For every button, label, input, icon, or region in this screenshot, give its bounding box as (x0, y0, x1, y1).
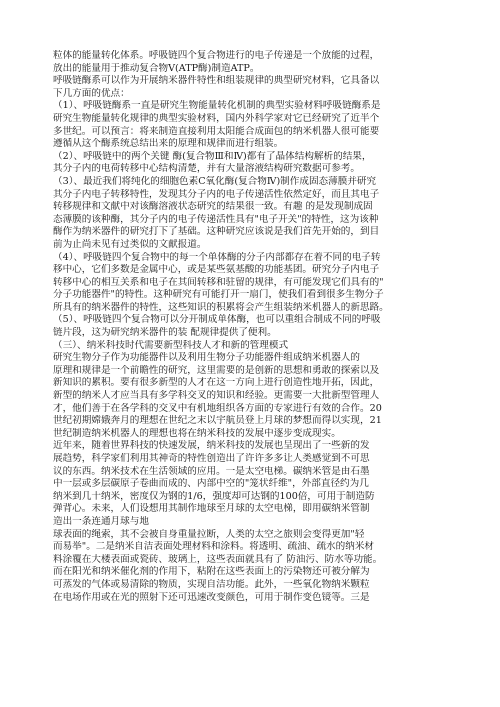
text-line: 纳米到几十纳米，密度仅为钢的1/6，强度却可达钢的100倍，可用于制造防 (53, 490, 375, 502)
text-line: （4）、呼吸链四个复合物中的每一个单体酶的分子内部都存在着不同的电子转 (53, 251, 381, 263)
text-line: 造出一条连通月球与地 (53, 515, 149, 527)
text-line: （5）、呼吸链四个复合物可以分开制成单体酶，也可以重组合制成不同的呼吸 (53, 314, 381, 326)
text-line: 料涂覆在大楼表面或瓷砖、玻璃上，这些表面就具有了 防油污、防水等功能。 (53, 553, 383, 565)
text-line: 前为止尚未见有过类似的文献报道。 (53, 238, 207, 250)
text-line: 转移规律和文献中对该酶溶液状态研究的结果很一致。有趣 的是发现制成固 (53, 201, 373, 213)
text-line: 粒体的能量转化体系。呼吸链四个复合物进行的电子传递是一个放能的过程， (53, 50, 380, 61)
text-line: 新型的纳米人才应当具有多学科交叉的知识和经验。更需要一大批新型管理人 (53, 390, 380, 402)
text-line: 放出的能量用于推动复合物Ⅴ(ATP酶)制造ATP。 (53, 62, 260, 74)
text-line: 才，他们善于在各学科的交叉中有机地组织各方面的专家进行有效的合作。20 (53, 402, 382, 414)
text-line: 其分子内的电荷转移中心结构清楚，并有大量溶液结构研究数据可参考。 (53, 163, 360, 175)
text-line: 转移中心的相互关系和电子在其间转移和驻留的规律，有可能发现它们具有的" (53, 276, 384, 288)
text-line: 原理和规律是一个前瞻性的研究，这里需要的是创新的思想和勇敢的探索以及 (53, 364, 380, 376)
text-line: 呼吸链酶系可以作为开展纳米器件特性和组装规律的典型研究材料，它具备以 (53, 75, 380, 87)
text-line: 而易举"。二是纳米自洁表面处理材料和涂料。将透明、疏油、疏水的纳米材 (53, 541, 375, 553)
text-line: 遵循从这个酶系统总结出来的原理和规律而进行组装。 (53, 138, 284, 150)
text-line: 可蒸发的气体或易清除的物质，实现自洁功能。此外，一些氧化物纳米颗粒 (53, 578, 370, 590)
text-line: 分子功能器件"的特性。这种研究有可能打开一扇门，使我们看到很多生物分子 (53, 289, 384, 301)
text-line: 酶作为纳米器件的研究打下了基础。这种研究应该说是我们首先开始的，到目 (53, 226, 380, 238)
text-line: 新知识的累积。要有很多新型的人才在这一方向上进行创造性地开拓，因此， (53, 377, 380, 389)
text-line: 世纪制造纳米机器人的理想也将在纳米科技的发展中逐步变成现实。 (53, 427, 341, 439)
text-line: 展趋势，科学家们利用其神奇的特性创造出了许许多多让人类感觉到不可思 (53, 453, 370, 464)
text-line: 所具有的纳米器件的特性，这些知识的积累将会产生组装纳米机器人的新思路。 (53, 301, 389, 313)
text-line: （1）、呼吸链酶系一直是研究生物能量转化机制的典型实验材料呼吸链酶系是 (53, 100, 381, 112)
text-line: 议的东西。纳米技术在生活领域的应用。一是太空电梯。碳纳米管是由石墨 (53, 465, 370, 477)
text-line: 弹背心。未来，人们设想用其制作地球至月球的太空电梯，即用碳纳米管制 (53, 503, 370, 515)
text-line: 在电场作用或在光的照射下还可迅速改变颜色，可用于制作变色镜等。三是 (53, 591, 370, 603)
text-line: 而在阳光和纳米催化剂的作用下，粘附在这些表面上的污染物还可被分解为 (53, 566, 370, 578)
text-line: 研究生物分子作为功能器件以及利用生物分子功能器件组成纳米机器人的 (53, 352, 360, 364)
text-line: 研究生物能量转化规律的典型实验材料，国内外科学家对它已经研究了近半个 (53, 112, 380, 124)
text-line: 移中心，它们多数是金属中心，或是某些氨基酸的功能基团。研究分子内电子 (53, 264, 380, 276)
text-line: （2）、呼吸链中的两个关键 酶(复合物Ⅲ和Ⅳ)都有了晶体结构解析的结果， (53, 150, 372, 162)
text-line: 下几方面的优点： (53, 87, 130, 99)
text-line: 世纪初期嫦娥奔月的理想在世纪之末以宇航员登上月球的梦想而得以实现，21 (53, 415, 382, 427)
text-line: （3）、最近我们将纯化的细胞色素C氧化酶(复合物Ⅳ)制作成固态薄膜并研究 (53, 175, 377, 187)
text-line: 其分子内电子转移特性，发现其分子内的电子传递活性依然定好，而且其电子 (53, 188, 380, 200)
text-line: 球表面的绳索，其不会被自身重量拉断，人类的太空之旅则会变得更加"轻 (53, 528, 365, 540)
text-line: 近年来，随着世界科技的快速发展，纳米科技的发展也呈现出了一些新的发 (53, 440, 370, 452)
text-line: 中一层或多层碳原子卷曲而成的、内部中空的"笼状纤维"，外部直径约为几 (53, 478, 369, 490)
text-line: 态薄膜的该种酶，其分子内的电子传递活性具有"电子开关"的特性，这为该种 (53, 213, 379, 225)
text-line: 链片段，这为研究纳米器件的装 配规律提供了便利。 (53, 327, 277, 339)
text-line: （三）、纳米科技时代需要新型科技人才和新的管理模式 (53, 339, 289, 351)
text-line: 多世纪。可以预言：将来制造直接利用太阳能合成面包的纳米机器人很可能要 (53, 125, 380, 137)
